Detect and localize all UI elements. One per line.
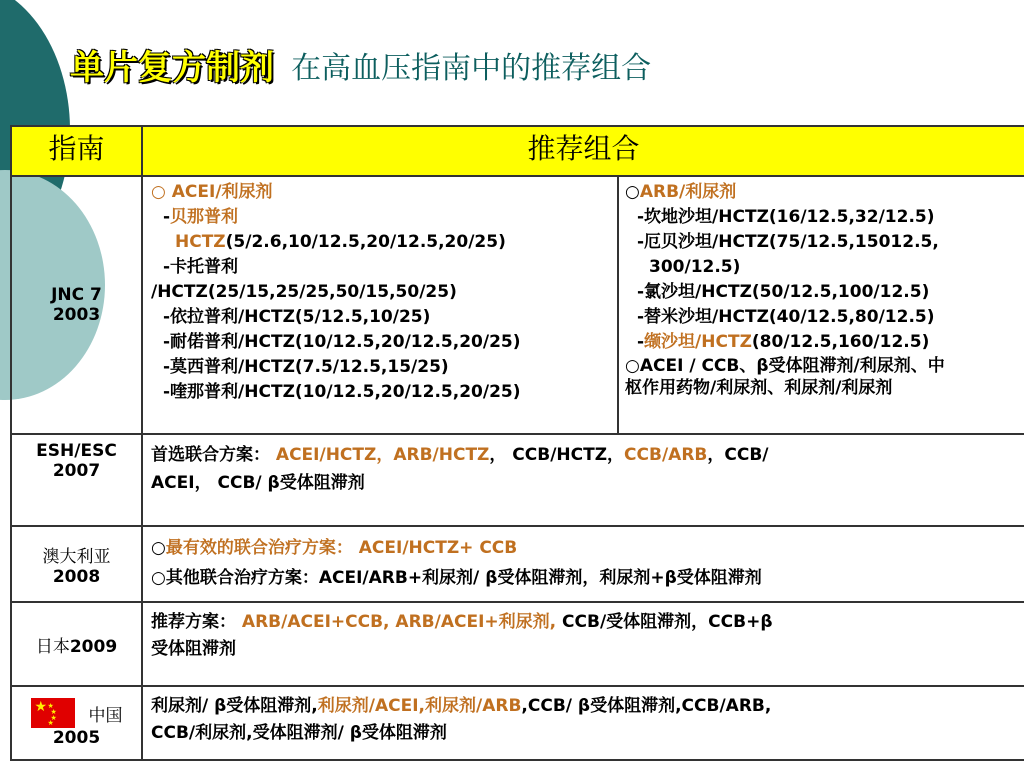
drug-name: 贝那普利 bbox=[170, 207, 239, 227]
label: 首选联合方案： bbox=[151, 445, 270, 465]
drug-name: 缬沙坦/HCTZ bbox=[644, 332, 752, 352]
list-item: 枢作用药物/利尿剂、利尿剂/利尿剂 bbox=[625, 378, 893, 398]
list-item: -替米沙坦/HCTZ(40/12.5,80/12.5) bbox=[637, 307, 935, 327]
guide-name: 澳大利亚 bbox=[42, 546, 111, 567]
list-item: /HCTZ(25/15,25/25,50/15,50/25) bbox=[151, 282, 457, 302]
china-combos bbox=[142, 686, 1024, 760]
highlight: ACEI/HCTZ，ARB/HCTZ bbox=[275, 445, 490, 465]
highlight: 最有效的联合治疗方案： ACEI/HCTZ+ CCB bbox=[165, 538, 518, 558]
guideline-table bbox=[10, 125, 1024, 761]
dash: - bbox=[637, 332, 645, 352]
drug-name: HCTZ bbox=[175, 232, 226, 252]
highlight: CCB/ARB bbox=[624, 445, 708, 465]
text: CCB/利尿剂,受体阻滞剂/ β受体阻滞剂 bbox=[151, 723, 447, 743]
list-item: -耐偌普利/HCTZ(10/12.5,20/12.5,20/25) bbox=[163, 332, 521, 352]
guide-name: 中国 bbox=[88, 705, 123, 726]
dose-list: (80/12.5,160/12.5) bbox=[751, 332, 930, 352]
bullet: ○ bbox=[625, 182, 640, 202]
combo-heading: ARB/利尿剂 bbox=[639, 182, 737, 202]
guide-name: 日本 bbox=[35, 636, 70, 657]
list-item: -厄贝沙坦/HCTZ(75/12.5,15012.5, bbox=[637, 232, 939, 252]
text: ， CCB/HCTZ， bbox=[489, 445, 625, 465]
guide-year: 2005 bbox=[52, 728, 101, 748]
title-highlight: 单片复方制剂 bbox=[70, 48, 274, 88]
guide-cell-china bbox=[11, 686, 142, 760]
table-row-china bbox=[11, 686, 1024, 760]
dose-list: (5/2.6,10/12.5,20/12.5,20/25) bbox=[225, 232, 506, 252]
highlight: 利尿剂/ACEI,利尿剂/ARB bbox=[317, 696, 522, 716]
text: ○其他联合治疗方案：ACEI/ARB+利尿剂/ β受体阻滞剂，利尿剂+β受体阻滞剂 bbox=[151, 568, 762, 588]
list-item: -喹那普利/HCTZ(10/12.5,20/12.5,20/25) bbox=[163, 382, 521, 402]
jnc7-acei-combos bbox=[142, 176, 618, 434]
japan-combos bbox=[142, 602, 1024, 686]
text: ,CCB/ β受体阻滞剂,CCB/ARB, bbox=[521, 696, 772, 716]
guide-cell-jnc7 bbox=[11, 176, 142, 434]
slide-title bbox=[70, 40, 651, 89]
australia-combos bbox=[142, 526, 1024, 602]
guide-year: 2003 bbox=[52, 305, 101, 325]
table-row-esh bbox=[11, 434, 1024, 526]
label: 推荐方案： bbox=[151, 612, 236, 632]
guide-cell-australia bbox=[11, 526, 142, 602]
guide-cell-japan bbox=[11, 602, 142, 686]
text: ACEI， CCB/ β受体阻滞剂 bbox=[151, 473, 365, 493]
table-row-japan bbox=[11, 602, 1024, 686]
bullet: ○ bbox=[151, 182, 166, 202]
table-row-jnc7 bbox=[11, 176, 1024, 434]
table-header-row bbox=[11, 126, 1024, 176]
dash: - bbox=[163, 207, 171, 227]
guide-year: 2009 bbox=[69, 636, 118, 657]
combo-heading: ACEI/利尿剂 bbox=[171, 182, 273, 202]
guide-year: 2007 bbox=[52, 461, 101, 481]
jnc7-arb-combos bbox=[618, 176, 1024, 434]
list-item: -坎地沙坦/HCTZ(16/12.5,32/12.5) bbox=[637, 207, 935, 227]
bullet: ○ bbox=[151, 538, 166, 558]
list-item: -莫西普利/HCTZ(7.5/12.5,15/25) bbox=[163, 357, 449, 377]
list-item: -氯沙坦/HCTZ(50/12.5,100/12.5) bbox=[637, 282, 930, 302]
guide-name: JNC 7 bbox=[51, 285, 102, 305]
table-row-australia bbox=[11, 526, 1024, 602]
guide-name: ESH/ESC bbox=[36, 441, 117, 461]
text: CCB/受体阻滞剂，CCB+β bbox=[556, 612, 773, 632]
list-item: -卡托普利 bbox=[163, 257, 239, 277]
list-item: -依拉普利/HCTZ(5/12.5,10/25) bbox=[163, 307, 431, 327]
text: 利尿剂/ β受体阻滞剂, bbox=[151, 696, 318, 716]
text: 受体阻滞剂 bbox=[151, 639, 236, 659]
guide-year: 2008 bbox=[52, 566, 101, 587]
china-flag-icon: ★ ★ ★ ★ ★ bbox=[31, 698, 75, 728]
list-item: ○ACEI / CCB、β受体阻滞剂/利尿剂、中 bbox=[625, 356, 945, 376]
text: ，CCB/ bbox=[707, 445, 769, 465]
guide-cell-esh bbox=[11, 434, 142, 526]
header-guide: 指南 bbox=[11, 126, 142, 176]
esh-combos bbox=[142, 434, 1024, 526]
highlight: ARB/ACEI+CCB, ARB/ACEI+利尿剂, bbox=[241, 612, 557, 632]
header-combo: 推荐组合 bbox=[142, 126, 1024, 176]
list-item: 300/12.5) bbox=[649, 257, 741, 277]
title-subtitle: 在高血压指南中的推荐组合 bbox=[291, 50, 652, 86]
